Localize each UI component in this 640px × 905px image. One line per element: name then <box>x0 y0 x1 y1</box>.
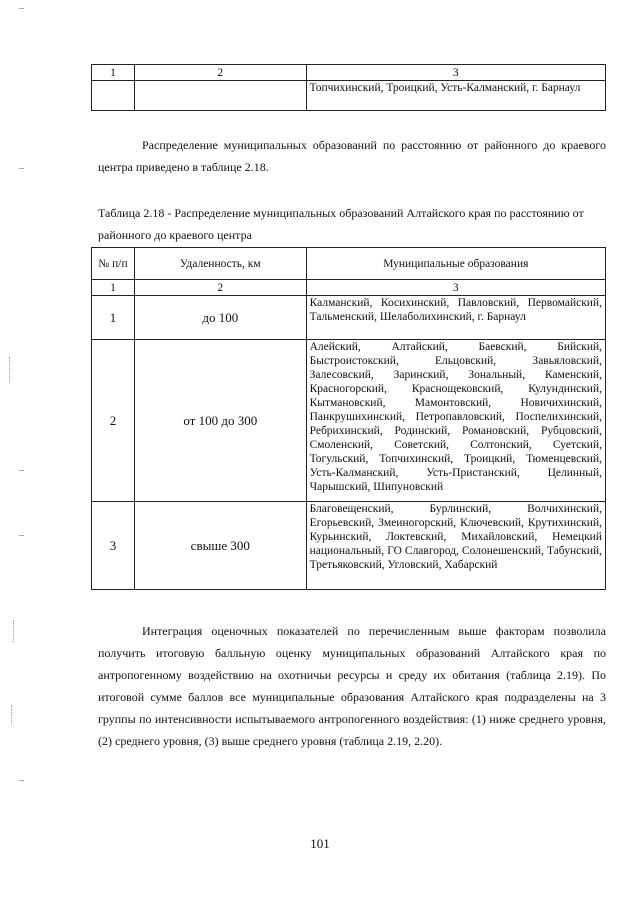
distance-cell: свыше 300 <box>134 502 306 590</box>
row-number: 2 <box>92 340 135 502</box>
scan-mark <box>19 535 24 536</box>
header-number: № п/п <box>92 248 135 280</box>
distance-cell: от 100 до 300 <box>134 340 306 502</box>
municipalities-cell: Благовещенский, Бурлинский, Волчихинский, Егорьевский, Змеиногорский, Ключевский, Крутихинский, Курьинский, Локтевский, Михайловский, Немецкий национальный, ГО Славгород, Солонешенский, Табунский, Третьяковский, Угловский, Хабарский <box>306 502 605 590</box>
municipalities-cell: Алейский, Алтайский, Баевский, Бийский, Быстроистокский, Ельцовский, Завьяловский, Залесовский, Заринский, Зональный, Каменский, Красногорский, Краснощековский, Кулундинский, Кытмановский, Мамонтовский, Новичихинский, Панкрушихинский, Петропавловский, Поспелихинский, Ребрихинский, Родинский, Романовский, Рубцовский, Смоленский, Советский, Солтонский, Суетский, Тогульский, Топчихинский, Троицкий, Тюменцевский, Усть-Калманский, Усть-Пристанский, Целинный, Чарышский, Шипуновский <box>306 340 605 502</box>
page-number: 101 <box>310 836 330 851</box>
table-row <box>92 502 606 590</box>
municipalities-cell: Калманский, Косихинский, Павловский, Первомайский, Тальменский, Шелаболихинский, г. Барнаул <box>306 296 605 340</box>
paragraph <box>98 620 606 752</box>
scan-mark <box>9 357 10 383</box>
distance-cell: до 100 <box>134 296 306 340</box>
scan-mark <box>19 168 24 169</box>
table-header-row <box>92 248 606 280</box>
table-cell <box>134 81 306 111</box>
column-number-2: 2 <box>134 280 306 296</box>
table-cell <box>92 81 135 111</box>
column-numbers-row <box>92 280 606 296</box>
table-row <box>92 296 606 340</box>
scan-mark <box>13 620 14 642</box>
municipalities-cell: Топчихинский, Троицкий, Усть-Калманский, г. Барнаул <box>306 81 605 111</box>
column-number-3: 3 <box>306 65 605 81</box>
table-row <box>92 340 606 502</box>
scan-mark <box>19 470 24 471</box>
column-number-2: 2 <box>134 65 306 81</box>
table-caption: Таблица 2.18 - Распределение муниципальных образований Алтайского края по расстоянию от районного до краевого центра <box>98 206 584 242</box>
scan-mark <box>19 8 24 9</box>
table-row <box>92 81 606 111</box>
paragraph-text: Распределение муниципальных образований по расстоянию от районного до краевого центра приведено в таблице 2.18. <box>98 138 606 174</box>
row-number: 1 <box>92 296 135 340</box>
table-header-row <box>92 65 606 81</box>
column-number-3: 3 <box>306 280 605 296</box>
continuation-table <box>91 64 606 111</box>
row-number: 3 <box>92 502 135 590</box>
paragraph <box>98 134 606 178</box>
header-municipalities: Муниципальные образования <box>306 248 605 280</box>
distribution-table <box>91 247 606 590</box>
paragraph-text: Интеграция оценочных показателей по перечисленным выше факторам позволила получить итоговую балльную оценку муниципальных образований Алтайского края по антропогенному воздействию на охотничьи ресурсы и среду их обитания (таблица 2.19). По итоговой сумме баллов все муниципальные образования Алтайского края подразделены на 3 группы по интенсивности испытываемого антропогенного воздействия: (1) ниже среднего уровня, (2) среднего уровня, (3) выше среднего уровня (таблица 2.19, 2.20). <box>98 624 606 748</box>
header-distance: Удаленность, км <box>134 248 306 280</box>
column-number-1: 1 <box>92 280 135 296</box>
scan-mark <box>19 780 24 781</box>
column-number-1: 1 <box>92 65 135 81</box>
scan-mark <box>11 705 12 725</box>
